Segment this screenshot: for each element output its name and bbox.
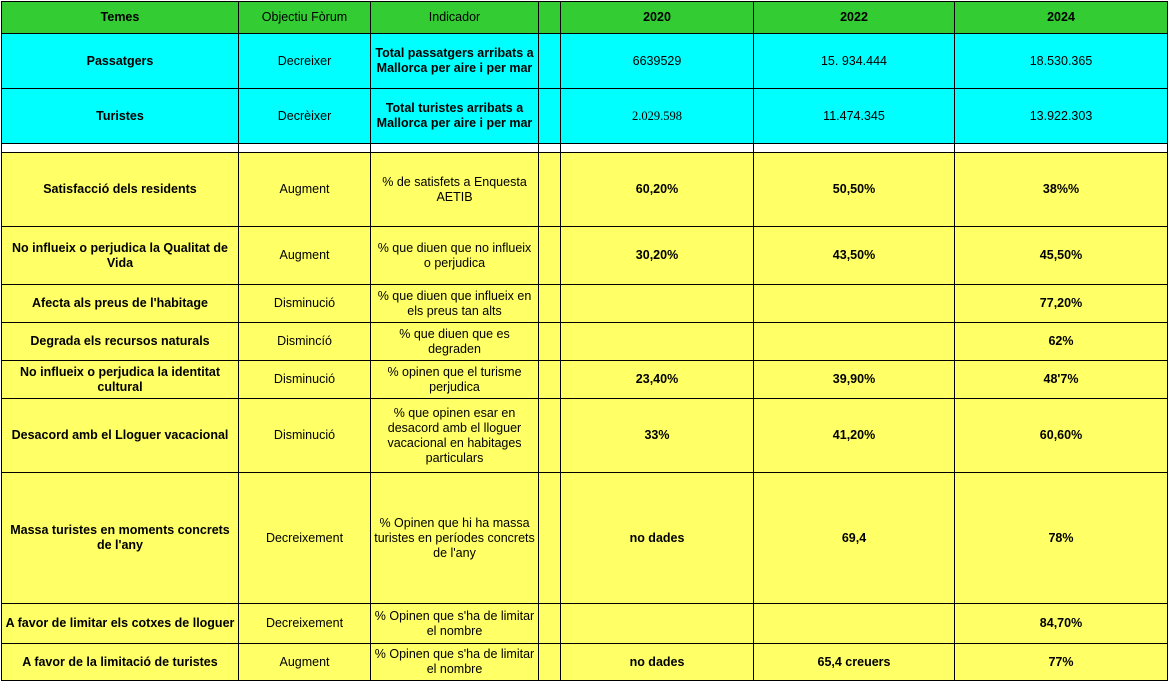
value-2020-cell: 23,40% [561,361,754,399]
objectiu-cell: Decreixement [239,473,371,604]
value-2024-cell: 77% [955,644,1168,681]
indicador-cell: % que diuen que es degraden [371,323,539,361]
value-2024-cell: 60,60% [955,399,1168,473]
value-2020-cell [561,323,754,361]
table-row [2,153,1168,227]
header-row [2,2,1168,34]
column-separator [539,473,561,604]
value-2020-cell: no dades [561,473,754,604]
value-2022-cell: 41,20% [754,399,955,473]
value-2022-cell: 43,50% [754,227,955,285]
value-2022-cell: 11.474.345 [754,89,955,144]
header-indicador: Indicador [371,2,539,34]
indicador-cell: % Opinen que s'ha de limitar el nombre [371,604,539,644]
indicador-cell: Total passatgers arribats a Mallorca per aire i per mar [371,34,539,89]
value-2024-cell: 13.922.303 [955,89,1168,144]
header-2020: 2020 [561,2,754,34]
objectiu-cell: Augment [239,153,371,227]
header-2022: 2022 [754,2,955,34]
value-2020-cell [561,285,754,323]
tema-cell: Massa turistes en moments concrets de l'any [2,473,239,604]
objectiu-cell: Disminució [239,399,371,473]
value-2022-cell: 69,4 [754,473,955,604]
tema-cell: Desacord amb el Lloguer vacacional [2,399,239,473]
value-2022-cell: 50,50% [754,153,955,227]
value-2024-cell: 84,70% [955,604,1168,644]
table-row [2,473,1168,604]
value-2020-cell: 33% [561,399,754,473]
value-2024-cell: 18.530.365 [955,34,1168,89]
tema-cell: Turistes [2,89,239,144]
objectiu-cell: Augment [239,227,371,285]
column-separator [539,604,561,644]
column-separator [539,227,561,285]
indicador-cell: % de satisfets a Enquesta AETIB [371,153,539,227]
tema-cell: No influeix o perjudica la Qualitat de Vida [2,227,239,285]
tema-cell: A favor de limitar els cotxes de lloguer [2,604,239,644]
column-separator [539,399,561,473]
column-separator [539,644,561,681]
column-separator [539,89,561,144]
value-2022-cell: 39,90% [754,361,955,399]
objectiu-cell: Disminució [239,285,371,323]
table-row [2,285,1168,323]
indicador-cell: % Opinen que hi ha massa turistes en períodes concrets de l'any [371,473,539,604]
objectiu-cell: Decreixement [239,604,371,644]
indicators-table [1,1,1168,681]
value-2020-cell: 30,20% [561,227,754,285]
tema-cell: Degrada els recursos naturals [2,323,239,361]
spacer-row [2,144,1168,153]
tema-cell: Satisfacció dels residents [2,153,239,227]
indicador-cell: % opinen que el turisme perjudica [371,361,539,399]
tema-cell: Passatgers [2,34,239,89]
objectiu-cell: Decreixer [239,34,371,89]
column-separator [539,361,561,399]
value-2020-cell: no dades [561,644,754,681]
table-row [2,399,1168,473]
objectiu-cell: Dismincíó [239,323,371,361]
value-2022-cell [754,285,955,323]
value-2022-cell [754,604,955,644]
value-2024-cell: 62% [955,323,1168,361]
objectiu-cell: Augment [239,644,371,681]
value-2020-cell [561,604,754,644]
value-2024-cell: 38%% [955,153,1168,227]
table-row [2,604,1168,644]
table-row [2,34,1168,89]
table-row [2,227,1168,285]
header-temes: Temes [2,2,239,34]
indicador-cell: Total turistes arribats a Mallorca per aire i per mar [371,89,539,144]
column-separator [539,2,561,34]
indicador-cell: % que diuen que no influeix o perjudica [371,227,539,285]
objectiu-cell: Disminució [239,361,371,399]
column-separator [539,285,561,323]
value-2024-cell: 48'7% [955,361,1168,399]
table-row [2,361,1168,399]
column-separator [539,34,561,89]
table-row [2,89,1168,144]
value-2024-cell: 45,50% [955,227,1168,285]
column-separator [539,323,561,361]
header-objectiu: Objectiu Fòrum [239,2,371,34]
indicador-cell: % que opinen esar en desacord amb el lloguer vacacional en habitages particulars [371,399,539,473]
value-2024-cell: 78% [955,473,1168,604]
objectiu-cell: Decrèixer [239,89,371,144]
value-2020-cell: 6639529 [561,34,754,89]
value-2022-cell [754,323,955,361]
column-separator [539,153,561,227]
indicador-cell: % Opinen que s'ha de limitar el nombre [371,644,539,681]
value-2020-cell: 2.029.598 [561,89,754,144]
table-row [2,644,1168,681]
indicador-cell: % que diuen que influeix en els preus tan alts [371,285,539,323]
value-2022-cell: 65,4 creuers [754,644,955,681]
value-2024-cell: 77,20% [955,285,1168,323]
tema-cell: Afecta als preus de l'habitage [2,285,239,323]
header-2024: 2024 [955,2,1168,34]
tema-cell: No influeix o perjudica la identitat cultural [2,361,239,399]
table-row [2,323,1168,361]
value-2020-cell: 60,20% [561,153,754,227]
tema-cell: A favor de la limitació de turistes [2,644,239,681]
value-2022-cell: 15. 934.444 [754,34,955,89]
